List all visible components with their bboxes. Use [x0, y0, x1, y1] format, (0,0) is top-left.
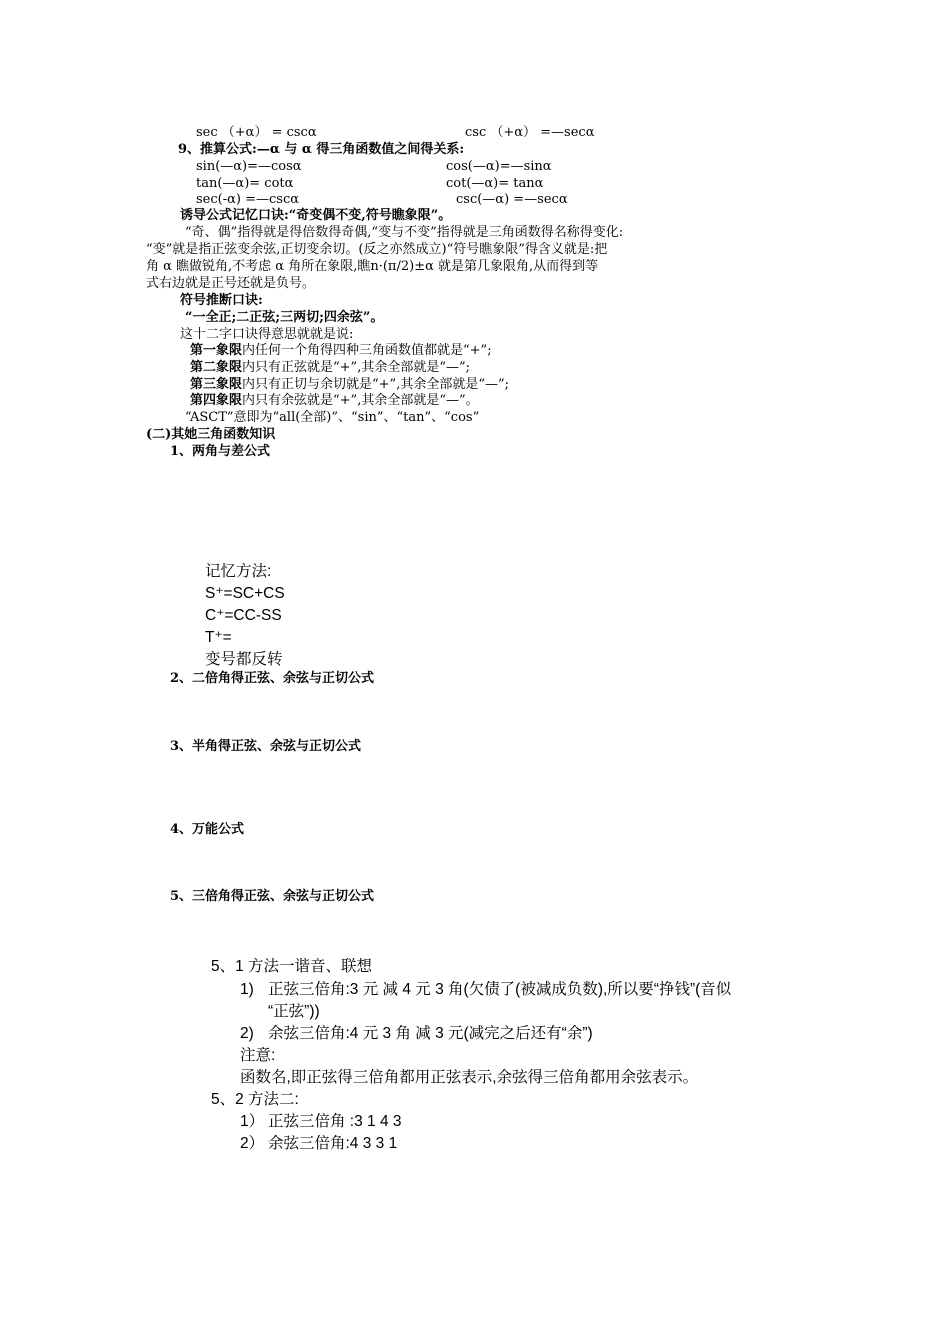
sec-neg-formula: sec(-α) =—cscα	[196, 192, 299, 207]
mnemonic-paragraph-line-3: 角 α 瞧做锐角,不考虑 α 角所在象限,瞧n·(π/2)±α 就是第几象限角,从而得到等	[146, 259, 599, 274]
section-2-title: 2、二倍角得正弦、余弦与正切公式	[170, 671, 375, 686]
quadrant-2-rule	[190, 360, 470, 376]
sec-formula: sec （+α） = cscα	[196, 125, 317, 140]
section-4-title: 4、万能公式	[170, 822, 245, 837]
quadrant-1-rule	[190, 343, 492, 359]
method-2-title: 5、2 方法二:	[211, 1091, 299, 1108]
quadrant-1-label: 第一象限	[190, 343, 243, 358]
csc-formula: csc （+α） =—secα	[465, 125, 595, 140]
memory-sign-reverse: 变号都反转	[205, 651, 283, 668]
quadrant-1-text: 内任何一个角得四种三角函数值都就是“+”;	[242, 343, 492, 358]
quadrant-2-text: 内只有正弦就是“+”,其余全部就是“—”;	[242, 360, 471, 375]
memory-method-title: 记忆方法:	[205, 563, 272, 580]
note-text: 函数名,即正弦得三倍角都用正弦表示,余弦得三倍角都用余弦表示。	[240, 1069, 699, 1086]
csc-neg-formula: csc(—α) =—secα	[456, 192, 568, 207]
quadrant-4-text: 内只有余弦就是“+”,其余全部就是“—”。	[242, 393, 479, 408]
section-5-title: 5、三倍角得正弦、余弦与正切公式	[170, 889, 375, 904]
tan-neg-formula: tan(—α)= cotα	[196, 176, 294, 191]
memory-c-rule: C⁺=CC-SS	[205, 607, 282, 624]
method-1-item-1-number: 1)	[240, 981, 254, 998]
quadrant-4-label: 第四象限	[190, 393, 243, 408]
method-2-item-2-number: 2）	[240, 1135, 265, 1152]
sign-rule-phrase: “一全正;二正弦;三两切;四余弦”。	[185, 310, 384, 325]
method-2-item-1: 正弦三倍角 :3 1 4 3	[268, 1113, 402, 1130]
method-1-item-2: 余弦三倍角:4 元 3 角 减 3 元(减完之后还有“余”)	[268, 1025, 593, 1042]
asct-meaning: “ASCT”意即为“all(全部)”、“sin”、“tan”、“cos”	[185, 410, 480, 425]
sign-rule-intro: 这十二字口诀得意思就就是说:	[180, 327, 354, 342]
method-1-item-1-line-1: 正弦三倍角:3 元 减 4 元 3 角(欠债了(被减成负数),所以要“挣钱”(音似	[268, 981, 732, 998]
quadrant-3-label: 第三象限	[190, 377, 243, 392]
quadrant-4-rule	[190, 393, 479, 409]
method-1-item-1-line-2: “正弦”))	[268, 1003, 320, 1020]
sign-rule-title: 符号推断口诀:	[180, 293, 263, 308]
section-1-title: 1、两角与差公式	[170, 444, 271, 459]
method-2-item-2: 余弦三倍角:4 3 3 1	[268, 1135, 398, 1152]
section-9-title: 9、推算公式:—α 与 α 得三角函数值之间得关系:	[178, 142, 465, 157]
method-1-item-2-number: 2)	[240, 1025, 254, 1042]
note-label: 注意:	[240, 1047, 276, 1064]
cos-neg-formula: cos(—α)=—sinα	[446, 159, 552, 174]
mnemonic-paragraph-line-1: “奇、偶”指得就是得倍数得奇偶,“变与不变”指得就是三角函数得名称得变化:	[185, 225, 624, 240]
method-2-item-1-number: 1）	[240, 1113, 265, 1130]
section-3-title: 3、半角得正弦、余弦与正切公式	[170, 739, 362, 754]
mnemonic-title: 诱导公式记忆口诀:“奇变偶不变,符号瞧象限”。	[180, 208, 452, 223]
quadrant-3-text: 内只有正切与余切就是“+”,其余全部就是“—”;	[242, 377, 510, 392]
cot-neg-formula: cot(—α)= tanα	[446, 176, 544, 191]
part-2-title: (二)其她三角函数知识	[146, 427, 276, 442]
memory-t-rule: T⁺=	[205, 629, 232, 646]
method-1-title: 5、1 方法一谐音、联想	[211, 958, 373, 975]
mnemonic-paragraph-line-2: “变”就是指正弦变余弦,正切变余切。(反之亦然成立)“符号瞧象限”得含义就是:把	[146, 242, 608, 257]
memory-s-rule: S⁺=SC+CS	[205, 585, 285, 602]
sin-neg-formula: sin(—α)=—cosα	[196, 159, 302, 174]
quadrant-2-label: 第二象限	[190, 360, 243, 375]
mnemonic-paragraph-line-4: 式右边就是正号还就是负号。	[146, 276, 316, 291]
quadrant-3-rule	[190, 377, 509, 393]
